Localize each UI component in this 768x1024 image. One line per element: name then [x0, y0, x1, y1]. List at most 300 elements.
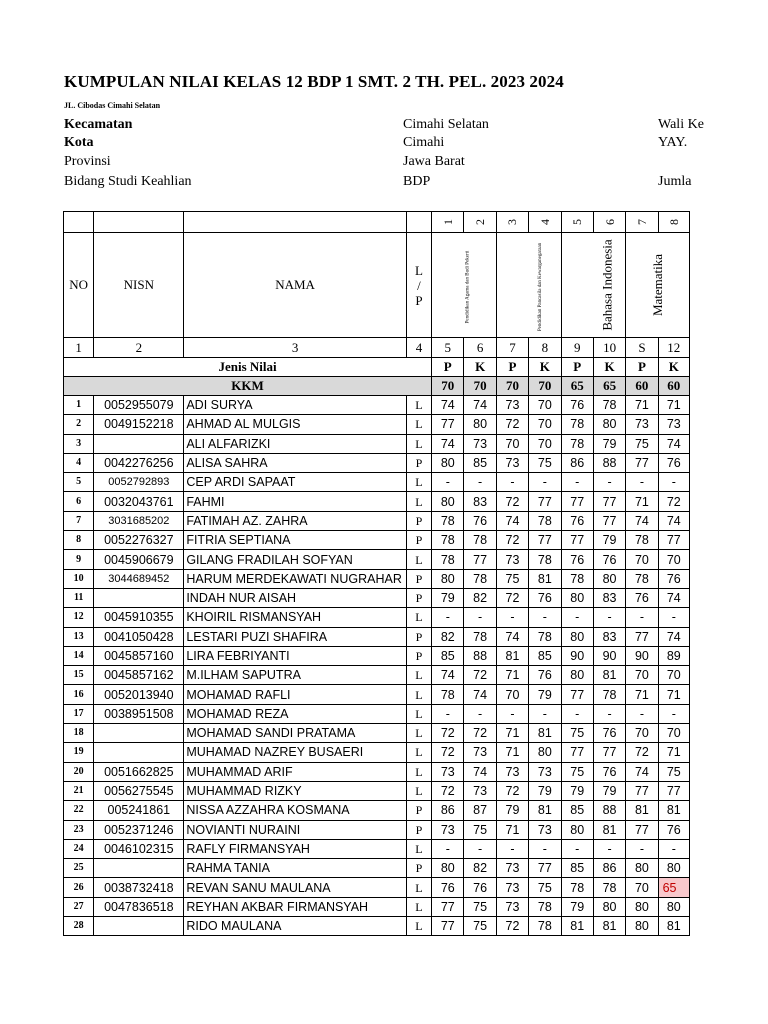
grade-cell: 78 — [529, 917, 561, 936]
jenis-nilai-cell: K — [529, 358, 561, 377]
grade-cell: 78 — [561, 878, 593, 897]
student-row — [64, 434, 690, 453]
grade-cell: 75 — [464, 917, 496, 936]
nisn-cell: 0045857162 — [94, 666, 184, 685]
page-title: KUMPULAN NILAI KELAS 12 BDP 1 SMT. 2 TH. PEL. 2023 2024 — [64, 72, 564, 91]
gender-cell: P — [406, 820, 431, 839]
school-address: JL. Cibodas Cimahi Selatan — [64, 101, 161, 110]
gender-cell: P — [406, 627, 431, 646]
grade-cell: 70 — [626, 724, 658, 743]
grade-cell: 74 — [496, 627, 528, 646]
gender-cell: L — [406, 897, 431, 916]
grade-cell: 78 — [626, 569, 658, 588]
grade-cell: 70 — [658, 666, 689, 685]
grade-cell: 73 — [529, 762, 561, 781]
grade-cell: 76 — [658, 453, 689, 472]
kkm-cell: 70 — [496, 377, 528, 396]
grade-cell: 71 — [658, 685, 689, 704]
student-row — [64, 685, 690, 704]
grade-cell: 76 — [593, 762, 625, 781]
row-number: 2 — [64, 415, 94, 434]
grade-cell: 71 — [658, 396, 689, 415]
nisn-cell: 0046102315 — [94, 839, 184, 858]
student-name: REVAN SANU MAULANA — [184, 878, 406, 897]
grade-cell: 78 — [593, 396, 625, 415]
grade-cell: 81 — [593, 666, 625, 685]
row-number: 12 — [64, 608, 94, 627]
grade-cell: 78 — [561, 415, 593, 434]
grade-cell: 77 — [593, 743, 625, 762]
row-number: 3 — [64, 434, 94, 453]
grade-cell: 77 — [593, 492, 625, 511]
grade-cell: 90 — [561, 646, 593, 665]
grade-cell: 77 — [529, 531, 561, 550]
grade-cell: 80 — [561, 820, 593, 839]
nisn-cell: 0056275545 — [94, 781, 184, 800]
jenis-nilai-cell: P — [432, 358, 464, 377]
grade-cell: 81 — [658, 801, 689, 820]
student-row — [64, 820, 690, 839]
student-row — [64, 473, 690, 492]
jenis-nilai-cell: P — [626, 358, 658, 377]
student-name: GILANG FRADILAH SOFYAN — [184, 550, 406, 569]
grade-cell: 72 — [496, 415, 528, 434]
grade-cell: 82 — [464, 588, 496, 607]
kecamatan-value: Cimahi Selatan — [403, 117, 489, 132]
grade-cell: 75 — [529, 453, 561, 472]
grade-cell: - — [529, 704, 561, 723]
row-number: 8 — [64, 531, 94, 550]
grade-cell: 75 — [561, 724, 593, 743]
grade-cell: 80 — [432, 492, 464, 511]
subject-pabp-header: Pendidikan Agama dan Budi Pekerti — [432, 233, 497, 338]
grade-cell: 79 — [561, 897, 593, 916]
grade-cell: 78 — [561, 434, 593, 453]
grade-cell: 82 — [464, 859, 496, 878]
student-row — [64, 588, 690, 607]
column-number: 1 — [64, 338, 94, 358]
student-name: INDAH NUR AISAH — [184, 588, 406, 607]
student-row — [64, 781, 690, 800]
grade-cell: 77 — [626, 627, 658, 646]
grade-cell: 78 — [464, 569, 496, 588]
nisn-cell: 005241861 — [94, 801, 184, 820]
nisn-cell — [94, 743, 184, 762]
nisn-cell: 3031685202 — [94, 511, 184, 530]
gender-cell: L — [406, 917, 431, 936]
grade-cell: 73 — [496, 453, 528, 472]
bidang-label: Bidang Studi Keahlian — [64, 174, 192, 189]
grade-cell: - — [432, 704, 464, 723]
row-number: 4 — [64, 453, 94, 472]
grade-cell: - — [464, 608, 496, 627]
student-name: NOVIANTI NURAINI — [184, 820, 406, 839]
grade-cell: - — [658, 473, 689, 492]
nisn-cell — [94, 859, 184, 878]
grade-cell: 82 — [432, 627, 464, 646]
grade-cell: 73 — [464, 434, 496, 453]
student-name: MUHAMAD NAZREY BUSAERI — [184, 743, 406, 762]
grade-cell: 88 — [464, 646, 496, 665]
gender-cell: P — [406, 569, 431, 588]
grade-cell: 77 — [561, 743, 593, 762]
grade-cell: - — [496, 839, 528, 858]
grade-cell: 75 — [658, 762, 689, 781]
grade-cell: 71 — [626, 492, 658, 511]
student-row — [64, 453, 690, 472]
jenis-nilai-cell: P — [496, 358, 528, 377]
nisn-cell: 0049152218 — [94, 415, 184, 434]
grade-cell: - — [593, 839, 625, 858]
grade-cell: 80 — [626, 917, 658, 936]
student-row — [64, 569, 690, 588]
grade-cell: 86 — [593, 859, 625, 878]
grade-cell: 71 — [496, 724, 528, 743]
student-name: FITRIA SEPTIANA — [184, 531, 406, 550]
header-blank-nama — [184, 212, 406, 233]
student-row — [64, 531, 690, 550]
grade-cell: 72 — [496, 588, 528, 607]
student-name: HARUM MERDEKAWATI NUGRAHAR — [184, 569, 406, 588]
kkm-label: KKM — [64, 377, 432, 396]
subject-mtk-header: Matematika — [626, 233, 690, 338]
student-name: REYHAN AKBAR FIRMANSYAH — [184, 897, 406, 916]
student-name: MOHAMAD RAFLI — [184, 685, 406, 704]
gender-cell: P — [406, 801, 431, 820]
grade-cell: 77 — [561, 531, 593, 550]
grade-cell: 73 — [496, 897, 528, 916]
subject-number: 7 — [626, 212, 658, 233]
grade-cell: - — [626, 608, 658, 627]
student-name: RAHMA TANIA — [184, 859, 406, 878]
grade-cell: 74 — [658, 627, 689, 646]
grade-cell: 76 — [658, 820, 689, 839]
subject-number: 6 — [593, 212, 625, 233]
grade-cell: 80 — [626, 859, 658, 878]
grade-cell: 77 — [626, 453, 658, 472]
grade-cell: 78 — [464, 627, 496, 646]
kkm-cell: 70 — [529, 377, 561, 396]
grade-cell: 88 — [593, 453, 625, 472]
col-header-no: NO — [64, 233, 94, 338]
grade-cell: - — [496, 608, 528, 627]
nisn-cell — [94, 588, 184, 607]
grade-cell: 78 — [432, 511, 464, 530]
grade-cell: 75 — [496, 569, 528, 588]
grade-cell: - — [529, 473, 561, 492]
nisn-cell: 0045910355 — [94, 608, 184, 627]
grade-cell: 73 — [658, 415, 689, 434]
grade-cell: 76 — [626, 588, 658, 607]
grade-cell: 77 — [626, 781, 658, 800]
grade-cell: 80 — [432, 569, 464, 588]
column-number: 6 — [464, 338, 496, 358]
nisn-cell: 0052276327 — [94, 531, 184, 550]
grade-cell: 79 — [529, 685, 561, 704]
grade-cell: 74 — [432, 666, 464, 685]
grade-cell: 72 — [496, 492, 528, 511]
subject-bindo-header: Bahasa Indonesia — [561, 233, 626, 338]
grade-cell: 70 — [626, 878, 658, 897]
column-number: 10 — [593, 338, 625, 358]
grade-cell: 89 — [658, 646, 689, 665]
row-number: 10 — [64, 569, 94, 588]
grade-cell: 80 — [626, 897, 658, 916]
nisn-cell: 3044689452 — [94, 569, 184, 588]
grade-cell: 74 — [658, 434, 689, 453]
grade-cell: 79 — [529, 781, 561, 800]
student-name: MOHAMAD REZA — [184, 704, 406, 723]
row-number: 6 — [64, 492, 94, 511]
kkm-cell: 65 — [561, 377, 593, 396]
student-name: LIRA FEBRIYANTI — [184, 646, 406, 665]
grade-cell: 72 — [464, 724, 496, 743]
grade-cell: - — [561, 473, 593, 492]
jenis-nilai-label: Jenis Nilai — [64, 358, 432, 377]
student-name: KHOIRIL RISMANSYAH — [184, 608, 406, 627]
gender-cell: L — [406, 434, 431, 453]
grade-cell: 74 — [658, 511, 689, 530]
row-number: 11 — [64, 588, 94, 607]
row-number: 23 — [64, 820, 94, 839]
row-number: 5 — [64, 473, 94, 492]
grade-cell: - — [593, 473, 625, 492]
subject-number: 5 — [561, 212, 593, 233]
row-number: 28 — [64, 917, 94, 936]
student-name: AHMAD AL MULGIS — [184, 415, 406, 434]
grade-cell: 76 — [561, 550, 593, 569]
grade-cell: 78 — [529, 511, 561, 530]
grade-cell: 78 — [529, 897, 561, 916]
row-number: 24 — [64, 839, 94, 858]
nisn-cell: 0052955079 — [94, 396, 184, 415]
grade-cell: 85 — [529, 646, 561, 665]
grade-cell: 77 — [432, 897, 464, 916]
gender-cell: L — [406, 415, 431, 434]
grade-cell: 85 — [432, 646, 464, 665]
grade-cell: 72 — [496, 781, 528, 800]
grade-cell: - — [626, 704, 658, 723]
grade-cell: 70 — [626, 550, 658, 569]
grade-cell: 79 — [593, 531, 625, 550]
grade-cell: 71 — [626, 685, 658, 704]
gender-cell: P — [406, 859, 431, 878]
col-header-lp: L / P — [406, 233, 431, 338]
grade-cell: 74 — [626, 511, 658, 530]
row-number: 19 — [64, 743, 94, 762]
grade-cell: 85 — [561, 859, 593, 878]
grade-cell: - — [529, 839, 561, 858]
nisn-cell: 0045857160 — [94, 646, 184, 665]
gender-cell: L — [406, 666, 431, 685]
grade-cell: - — [496, 704, 528, 723]
nisn-cell: 0052371246 — [94, 820, 184, 839]
kkm-cell: 60 — [626, 377, 658, 396]
grade-cell: 74 — [432, 434, 464, 453]
row-number: 16 — [64, 685, 94, 704]
grade-cell: 81 — [529, 569, 561, 588]
student-name: ADI SURYA — [184, 396, 406, 415]
grade-cell: 78 — [529, 550, 561, 569]
grade-cell: 77 — [658, 531, 689, 550]
grade-cell: 83 — [593, 627, 625, 646]
grade-cell: 80 — [658, 859, 689, 878]
student-row — [64, 646, 690, 665]
jenis-nilai-cell: K — [464, 358, 496, 377]
grade-cell: 77 — [561, 685, 593, 704]
kota-value: Cimahi — [403, 135, 445, 150]
kkm-cell: 70 — [464, 377, 496, 396]
grade-cell: - — [561, 839, 593, 858]
grade-cell: - — [432, 839, 464, 858]
grade-cell: 74 — [626, 762, 658, 781]
grade-cell: 76 — [432, 878, 464, 897]
grade-cell: - — [658, 839, 689, 858]
grade-cell: 81 — [561, 917, 593, 936]
grade-cell: 80 — [561, 666, 593, 685]
grade-cell: 77 — [529, 492, 561, 511]
grade-cell: 81 — [529, 801, 561, 820]
student-row — [64, 415, 690, 434]
grade-cell: 78 — [626, 531, 658, 550]
grade-cell: 81 — [496, 646, 528, 665]
grade-cell: - — [658, 608, 689, 627]
row-number: 9 — [64, 550, 94, 569]
grade-cell: 76 — [529, 588, 561, 607]
grade-cell: 76 — [464, 878, 496, 897]
grade-cell: 78 — [432, 531, 464, 550]
student-name: RAFLY FIRMANSYAH — [184, 839, 406, 858]
grade-cell: 70 — [496, 434, 528, 453]
grade-cell: 79 — [593, 434, 625, 453]
grade-cell: 76 — [529, 666, 561, 685]
nisn-cell: 0042276256 — [94, 453, 184, 472]
grade-cell: 73 — [432, 820, 464, 839]
student-row — [64, 492, 690, 511]
grade-cell: 76 — [561, 396, 593, 415]
col-header-nama: NAMA — [184, 233, 406, 338]
student-row — [64, 762, 690, 781]
grade-cell: 76 — [658, 569, 689, 588]
header-blank-no — [64, 212, 94, 233]
subject-number: 1 — [432, 212, 464, 233]
grade-cell: 78 — [593, 685, 625, 704]
grade-cell: 81 — [593, 917, 625, 936]
grade-cell: 85 — [464, 453, 496, 472]
grade-cell: 85 — [561, 801, 593, 820]
gender-cell: P — [406, 646, 431, 665]
column-number: 12 — [658, 338, 689, 358]
grade-cell: 76 — [593, 724, 625, 743]
row-number: 15 — [64, 666, 94, 685]
col-header-nisn: NISN — [94, 233, 184, 338]
grade-cell: 73 — [496, 550, 528, 569]
grade-cell: 71 — [496, 820, 528, 839]
grade-cell: 73 — [496, 859, 528, 878]
column-number: 4 — [406, 338, 431, 358]
grade-cell: 72 — [432, 724, 464, 743]
grade-cell: 72 — [496, 917, 528, 936]
grade-cell: 74 — [464, 762, 496, 781]
row-number: 18 — [64, 724, 94, 743]
grade-cell: - — [626, 839, 658, 858]
grade-cell: - — [561, 704, 593, 723]
grade-cell: 75 — [464, 897, 496, 916]
gender-cell: L — [406, 550, 431, 569]
grade-cell: 65 — [658, 878, 689, 897]
row-number: 21 — [64, 781, 94, 800]
grade-cell: 73 — [496, 878, 528, 897]
grade-cell: 72 — [626, 743, 658, 762]
kecamatan-label: Kecamatan — [64, 117, 133, 132]
student-name: M.ILHAM SAPUTRA — [184, 666, 406, 685]
student-name: ALI ALFARIZKI — [184, 434, 406, 453]
gender-cell: L — [406, 608, 431, 627]
wali-kelas-label: Wali Ke — [658, 117, 704, 132]
grade-cell: 75 — [561, 762, 593, 781]
row-number: 22 — [64, 801, 94, 820]
grade-cell: 76 — [561, 511, 593, 530]
grade-cell: 77 — [561, 492, 593, 511]
grade-cell: 86 — [432, 801, 464, 820]
column-number: 5 — [432, 338, 464, 358]
row-number: 1 — [64, 396, 94, 415]
grade-cell: 73 — [529, 820, 561, 839]
gender-cell: L — [406, 396, 431, 415]
student-name: MUHAMMAD RIZKY — [184, 781, 406, 800]
grade-cell: 74 — [496, 511, 528, 530]
header-blank-lp — [406, 212, 431, 233]
grade-cell: 70 — [529, 415, 561, 434]
nisn-cell: 0047836518 — [94, 897, 184, 916]
grade-cell: - — [464, 839, 496, 858]
grade-cell: 73 — [496, 396, 528, 415]
header-blank-nisn — [94, 212, 184, 233]
grade-cell: 75 — [464, 820, 496, 839]
grade-cell: 77 — [432, 415, 464, 434]
grade-cell: 72 — [464, 666, 496, 685]
grade-cell: 78 — [561, 569, 593, 588]
grade-cell: 88 — [593, 801, 625, 820]
grade-cell: 71 — [496, 666, 528, 685]
subject-ppkn-header: Pendidikan Pancasila dan Kewarganegaraan — [496, 233, 561, 338]
gender-cell: L — [406, 724, 431, 743]
kkm-cell: 60 — [658, 377, 689, 396]
grade-cell: 77 — [658, 781, 689, 800]
grade-cell: 83 — [464, 492, 496, 511]
grade-cell: 79 — [496, 801, 528, 820]
gender-cell: L — [406, 878, 431, 897]
student-name: MUHAMMAD ARIF — [184, 762, 406, 781]
grade-cell: 80 — [432, 453, 464, 472]
nisn-cell: 0041050428 — [94, 627, 184, 646]
grade-cell: - — [561, 608, 593, 627]
grade-cell: 74 — [464, 685, 496, 704]
grade-cell: 83 — [593, 588, 625, 607]
grade-cell: 80 — [593, 569, 625, 588]
grade-cell: 75 — [529, 878, 561, 897]
kkm-cell: 65 — [593, 377, 625, 396]
row-number: 14 — [64, 646, 94, 665]
grade-cell: 80 — [464, 415, 496, 434]
grade-cell: 78 — [593, 878, 625, 897]
student-row — [64, 666, 690, 685]
student-name: LESTARI PUZI SHAFIRA — [184, 627, 406, 646]
grades-table — [63, 211, 690, 936]
row-number: 26 — [64, 878, 94, 897]
grade-cell: 80 — [561, 627, 593, 646]
column-number: 8 — [529, 338, 561, 358]
